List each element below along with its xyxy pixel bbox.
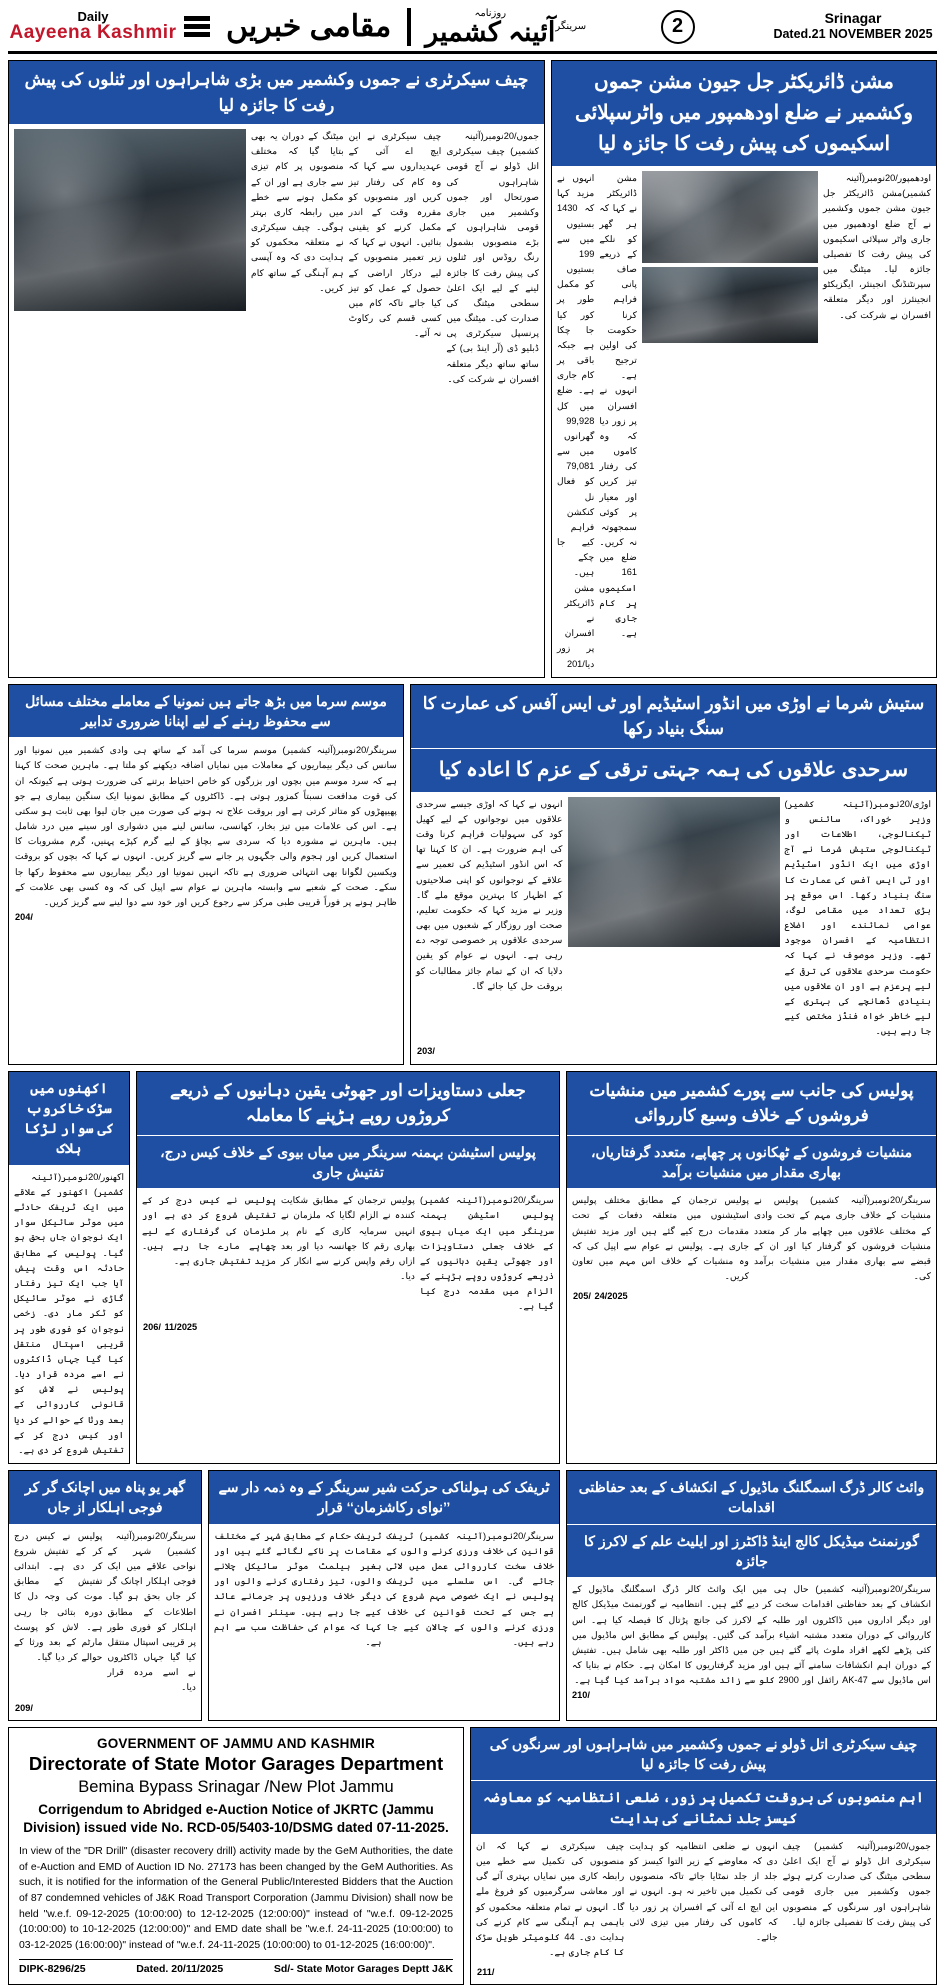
article-body-col-3: سرینگر/20نومبر(آئینہ کشمیر) پولیس اسٹیشن بہمنہ سرینگر میں ایک میاں بیوی کے خلاف جعلی دستاویزات اور جھوٹی یقین دہانیوں کے ذریعے کروڑوں روپے ہڑپنے کے الزام میں مقدمہ درج کیا گیا ہے۔ <box>420 1195 554 1312</box>
decorative-bars-icon <box>184 10 210 44</box>
article-headline: گھر یو پناہ میں اچانک گر کر فوجی اہلکار از جاں <box>9 1471 201 1524</box>
masthead-title: Aayeena Kashmir <box>9 22 177 44</box>
article-body-col-3: اودھمپور/20نومبر(آئینہ کشمیر)مشن ڈائریکٹر جل جیون مشن جموں وکشمیر نے آج ضلع اودھمپور میں جاری واٹر سپلائی اسکیموں کی پیش رفت کا تفصیلی جائزہ لیا۔ میٹنگ میں سپرنٹنڈنگ انجینئر، ایگزیکٹو انجینئرز اور دیگر متعلقہ افسران نے شرکت کی۔ <box>823 173 931 320</box>
article-reference-code: /210 <box>572 1690 590 1701</box>
ad-footer <box>19 1959 453 1975</box>
article-photo-foundation-ceremony <box>568 797 780 947</box>
article-reference-code: /203 <box>417 1046 435 1057</box>
article-body-col-1: پولیس نے کیس درج کر کے تفتیش شروع کر دی ہے۔ ابتدائی تفتیش کے مطابق موت کی وجہ دل کا دورہ بتائی جا رہی ہے۔ لاش کو پوسٹ مارٹم کے بعد ورثا کے حوالے کر دیا گیا۔ <box>14 1530 103 1663</box>
article-photo-meeting <box>14 129 246 311</box>
article-body-col-1: پولیس نے کیس درج کر کے تفتیش شروع کر دی ہے اور ملزمان کی گرفتاری کے لیے چھاپے مارے جا رہے ہیں۔ مزید تفتیش جاری ہے۔ <box>142 1195 276 1266</box>
article-headline-secondary: سرحدی علاقوں کی ہمہ جہتی ترقی کے عزم کا اعادہ کیا <box>411 748 936 792</box>
article-photo-group <box>642 171 818 672</box>
masthead-divider <box>407 8 411 46</box>
ad-directorate-line: Directorate of State Motor Garages Department <box>28 1752 444 1774</box>
article-body-col-2: مشن ڈائریکٹر نے کہا کہ ہر گھر کو نلکے کے ذریعے صاف پانی فراہم کرنا حکومت کی اولین ترجیح ہے۔ انہوں نے افسران پر زور دیا کہ وہ کاموں کی رفتار تیز کریں اور معیار پر کوئی سمجھوتہ نہ کریں۔ ضلع میں 161 اسکیموں پر کام جاری ہے۔ <box>599 173 637 639</box>
article-body-col-1: ٹریفک حکام کے مطابق شہر کے مختلف مقامات پر ناکے لگائے گئے ہیں اور بغیر ہیلمٹ موٹر سائیکل چلانے والوں، تیز رفتاری کرنے والوں اور دیگر خلاف ورزیوں پر جرمانے عائد کیے جا رہے ہیں۔ سینئر افسران نے کہا کہ عوام کی حفاظت سب سے اہم ہے۔ <box>214 1530 382 1647</box>
article-body-col-2: سرینگر/20نومبر(آئینہ کشمیر) ٹریفک قوانین کی خلاف ورزی کرنے والوں کے خلاف سخت کارروائی عمل میں لائی جائے گی۔ اس سلسلے میں ٹریفک پولیس نے ایک خصوصی مہم شروع کی ہے جس کے تحت قوانین کی خلاف ورزی کرنے والوں کے چالان کیے جا رہے ہیں۔ <box>386 1530 554 1647</box>
article-body: اکھنور/20نومبر(آئینہ کشمیر) اکھنور کے علاقے میں ایک ٹریفک حادثے میں موٹر سائیکل سوار ایک نوجوان جاں بحق ہو گیا۔ پولیس کے مطابق حادثہ اس وقت پیش آیا جب ایک تیز رفتار گاڑی نے موٹر سائیکل کو ٹکر مار دی۔ زخمی نوجوان کو فوری طور پر قریبی اسپتال منتقل کیا گیا جہاں ڈاکٹروں نے اسے مردہ قرار دیا۔ پولیس نے لاش کو قانونی کارروائی کے بعد ورثا کے حوالے کر دیا اور کیس درج کر کے تفتیش شروع کر دی ہے۔ <box>14 1171 124 1455</box>
article-headline-primary: چیف سیکرٹری اتل ڈولو نے جموں وکشمیر میں شاہراہوں اور سرنگوں کی پیش رفت کا جائزہ لیا <box>471 1728 936 1781</box>
article-reference-code: /209 <box>15 1702 33 1713</box>
masthead-daily-label: Daily <box>77 8 109 24</box>
article-headline: موسم سرما میں بڑھ جاتے ہیں نمونیا کے معاملے مختلف مسائل سے محفوظ رہنے کے لیے اپنانا ضروری تدابیر <box>9 685 403 738</box>
article-reference-code: 24/2025 /205 <box>573 1291 628 1302</box>
article-headline-primary: وائٹ کالر ڈرگ اسمگلنگ ماڈیول کے انکشاف کے بعد حفاظتی اقدامات <box>567 1471 936 1524</box>
masthead-urdu-title-block <box>417 8 563 46</box>
masthead-dateline <box>769 10 937 43</box>
article-body-col-left: انہوں نے کہا کہ اوڑی جیسے سرحدی علاقوں میں نوجوانوں کے لیے کھیل کود کی سہولیات فراہم کرنا وقت کی اہم ضرورت ہے۔ ان کا کہنا تھا کہ اس انڈور اسٹیڈیم کی تعمیر سے علاقے کے نوجوانوں کو اپنی صلاحیتوں کے اظہار کا بہترین موقع ملے گا۔ وزیر نے مزید کہا کہ حکومت تعلیم، صحت اور روزگار کے شعبوں میں بھی سرحدی علاقوں پر خصوصی توجہ دے رہی ہے۔ انہوں نے عوام کو یقین دلایا کہ ان کے تمام جائز مطالبات کو بروقت حل کیا جائے گا۔ <box>416 798 563 991</box>
ad-corrigendum-line: Corrigendum to Abridged e-Auction Notice of JKRTC (Jammu Division) issued vide No. RCD-05/5403-10/DSMG dated 07-11-2025. <box>23 1801 449 1835</box>
article-body-col-3: جموں/20نومبر(آئینہ کشمیر) چیف سیکرٹری اتل ڈولو نے آج قومی شاہراہوں کی صورتحال اور جموں وکشمیر میں جاری قومی شاہراہوں کے بڑے منصوبوں بشمول رنگ روڈس اور ٹنلوں کی پیش رفت کا جائزہ لینے کے لیے ایک اعلیٰ سطحی میٹنگ کی صدارت کی۔ میٹنگ میں پرنسپل سیکرٹری پی ڈبلیو ڈی (آر اینڈ بی) کے ساتھ ساتھ دیگر متعلقہ افسران نے شرکت کی۔ <box>446 131 540 384</box>
article-headline-secondary: منشیات فروشوں کے ٹھکانوں پر چھاپے، متعدد گرفتاریاں، بھاری مقدار میں منشیات برآمد <box>567 1135 936 1189</box>
article-body-col-1: انہوں نے مزید کہا کہ 1430 بستیوں میں سے 199 بستیوں کو مکمل طور پر کور کیا جا چکا ہے جبکہ باقی پر کام جاری ہے۔ ضلع میں کل 99,928 گھرانوں میں سے 79,081 کو فعال نل کنکشن فراہم کیے جا چکے ہیں۔ مشن ڈائریکٹر نے افسران پر زور دیا/201 <box>557 173 595 669</box>
masthead-urdu-title: آئینہ کشمیر <box>425 16 556 47</box>
article-body-col-2: سرینگر/20نومبر(آئینہ کشمیر) شہر کے نواحی علاقے میں ایک فوجی اہلکار اچانک گر کر جاں بحق ہو گیا۔ اطلاعات کے مطابق اہلکار کو فوری طور پر قریبی اسپتال منتقل کیا گیا جہاں ڈاکٹروں نے اسے مردہ قرار دیا۔ <box>107 1530 196 1693</box>
article-body: سرینگر/20نومبر(آئینہ کشمیر) موسم سرما کی آمد کے ساتھ ہی وادی کشمیر میں نمونیا اور سانس کی دیگر بیماریوں کے معاملات میں نمایاں اضافہ دیکھنے کو ملتا ہے۔ ماہرین صحت کا کہنا ہے کہ سرد موسم میں بچوں اور بزرگوں کو خاص احتیاط برتنے کی ضرورت ہوتی ہے کیونکہ ان کی قوت مدافعت نسبتاً کمزور ہوتی ہے۔ ڈاکٹروں کے مطابق نمونیا ایک سنگین بیماری ہے جو پھیپھڑوں کو متاثر کرتی ہے اور بروقت علاج نہ ہونے کی صورت میں جان لیوا بھی ثابت ہو سکتی ہے۔ اس کی علامات میں تیز بخار، کھانسی، سانس لینے میں دشواری اور سینے میں درد شامل ہیں۔ ماہرین نے مشورہ دیا کہ سردی سے بچاؤ کے لیے گرم کپڑے پہنیں، گرم مشروبات کا استعمال کریں اور ہجوم والی جگہوں پر جانے سے گریز کریں۔ انہوں نے کہا کہ بچوں کو بروقت ویکسین لگوانا بھی انتہائی ضروری ہے تاکہ انہیں نمونیا اور دیگر بیماریوں سے محفوظ رکھا جا سکے۔ صحت کے شعبے سے وابستہ ماہرین نے عوام سے اپیل کی کہ وہ کسی بھی علامت کے ظاہر ہونے پر فوراً قریبی طبی مرکز سے رجوع کریں اور خود سے دوا لینے سے گریز کریں۔ <box>15 745 397 907</box>
article-headline-secondary: گورنمنٹ میڈیکل کالج اینڈ ڈاکٹرز اور ایلیٹ علم کے لاکرز کا جائزہ <box>567 1524 936 1578</box>
article-body-col-2: پولیس ترجمان کے مطابق شکایت کنندہ نے الزام لگایا کہ ملزمان نے انہیں سرمایہ کاری کے نام پر بھاری رقم کا جھانسہ دیا اور بعد ازاں رقم واپس کرنے سے انکار کر دیا۔ <box>281 1195 415 1282</box>
page-number: 2 <box>661 10 695 44</box>
masthead-urdu-section: مقامی خبریں <box>226 10 392 43</box>
article-photo-office-b <box>642 267 818 343</box>
article-white-collar-drug-module <box>566 1470 937 1721</box>
article-body-col-1: میٹنگ کے دوران یہ بھی بتایا گیا کہ مختلف منصوبوں پر کام تیزی سے جاری ہے اور ان کے مکمل ہونے سے خطے میں رابطہ کاری بہتر ہوگی۔ چیف سیکرٹری نے متعلقہ محکموں کو ہدایت دی کہ وہ آپسی ہم آہنگی کے ساتھ کام کریں۔ <box>251 131 344 293</box>
article-headline: چیف سیکرٹری نے جموں وکشمیر میں بڑی شاہراہوں اور ٹنلوں کی پیش رفت کا جائزہ لیا <box>9 61 544 124</box>
article-body-col-2: چیف سیکرٹری نے این ایچ اے آئی کے عہدیداروں سے کہا کہ وہ کام کی رفتار تیز کریں اور منصوبوں کو مقررہ وقت کے اندر مکمل کرنے کو یقینی بنائیں۔ انہوں نے کہا کہ زیر تعمیر منصوبوں کے لیے درکار اراضی کے حصول کے عمل کو تیز کیا جائے تاکہ کام میں کسی قسم کی رکاوٹ نہ آئے۔ <box>348 131 442 339</box>
article-body-col-2: انہوں نے ضلعی انتظامیہ کو ہدایت دی کہ معاوضے کے زیر التوا کیسز کو جلد از جلد نمٹایا جائے تاکہ منصوبوں کی تکمیل میں تاخیر نہ ہو۔ انہوں نے این ایچ اے آئی کے افسران پر زور دیا کہ کاموں کی رفتار میں تیزی لائی جائے۔ <box>629 1840 778 1942</box>
row-3 <box>8 1071 937 1464</box>
article-headline-primary: ستیش شرما نے اوڑی میں انڈور اسٹیڈیم اور ٹی ایس آفس کی عمارت کا سنگ بنیاد رکھا <box>411 685 936 748</box>
article-body-col-right: اوڑی/20نومبر(آئینہ کشمیر) وزیر خوراک، سائنس و ٹیکنالوجی، اطلاعات اور ٹیکنالوجی ستیش شرما نے آج اوڑی میں ایک انڈور اسٹیڈیم اور ٹی ایس آفس کی عمارت کا سنگ بنیاد رکھا۔ اس موقع پر بڑی تعداد میں مقامی لوگ، عوامی نمائندے اور اضلاع انتظامیہ کے افسران موجود تھے۔ وزیر موصوف نے کہا کہ حکومت سرحدی علاقوں کی ترقی کے لیے پرعزم ہے اور ان علاقوں میں بنیادی ڈھانچے کی بہتری کے لیے خاطر خواہ فنڈز مختص کیے جا رہے ہیں۔ <box>784 798 931 1037</box>
ad-dated: Dated. 20/11/2025 <box>136 1963 224 1976</box>
article-headline-primary: پولیس کی جانب سے پورے کشمیر میں منشیات فروشوں کے خلاف وسیع کارروائی <box>567 1072 936 1135</box>
ad-signature: Sd/- State Motor Garages Deptt J&K <box>273 1963 453 1976</box>
masthead-logo <box>8 10 178 44</box>
article-pneumonia-winter <box>8 684 404 1065</box>
masthead-city: Srinagar <box>824 9 882 26</box>
row-1 <box>8 60 937 678</box>
row-5 <box>8 1727 937 1985</box>
article-headline: ٹریفک کی ہولناکی حرکت شیر سرینگر کے وہ ذمہ دار سے ’’نوای رکاشزمان‘‘ قرار <box>209 1471 559 1524</box>
article-body-col-3: جموں/20نومبر(آئینہ کشمیر) چیف سیکرٹری اتل ڈولو نے آج ایک اعلیٰ سطحی میٹنگ کی صدارت کرتے ہوئے جموں وکشمیر میں جاری قومی شاہراہوں اور سرنگوں کے منصوبوں کی پیش رفت کا تفصیلی جائزہ لیا۔ <box>782 1840 931 1927</box>
masthead-urdu-city: سرینگر <box>555 21 587 32</box>
article-akhnoor-accident <box>8 1071 130 1464</box>
masthead <box>8 6 937 54</box>
article-body-col-1: چیف سیکرٹری نے کہا کہ ان منصوبوں کی تکمیل سے خطے میں رابطہ کاری میں نمایاں بہتری آئے گی اور معاشی سرگرمیوں کو فروغ ملے گا۔ انہوں نے تمام متعلقہ محکموں کو باہمی ہم آہنگی سے کام کرنے کی ہدایت دی۔ 44 کلومیٹر طویل سڑک کا کام جاری ہے۔ <box>476 1840 625 1958</box>
ad-dipk-number: DIPK-8296/25 <box>19 1963 86 1976</box>
article-chief-secretary-highways <box>8 60 545 678</box>
article-body-col-1: پولیس ترجمان کے مطابق مختلف پولیس اسٹیشنوں میں متعلقہ دفعات کے تحت مقدمات درج کیے گئے ہیں اور مزید تفتیش جاری ہے۔ پولیس نے عوام سے اپیل کی کہ وہ منشیات کے خلاف اس مہم میں تعاون کریں۔ <box>572 1195 749 1282</box>
ad-government-line: GOVERNMENT OF JAMMU AND KASHMIR <box>97 1735 375 1751</box>
article-uri-indoor-stadium <box>410 684 937 1065</box>
article-headline-secondary: اہم منصوبوں کی بروقت تکمیل پر زور، ضلعی انتظامیہ کو معاوضہ کیسز جلد نمٹانے کی ہدایت <box>471 1780 936 1834</box>
article-reference-code: /204 <box>15 912 33 923</box>
article-photo-office-a <box>642 171 818 263</box>
article-fake-documents-fraud <box>136 1071 560 1464</box>
article-headline: اکھنوں میں سڑک خاکروب کی سوار لڑکا ہلاک <box>9 1072 129 1165</box>
government-tender-advertisement <box>8 1727 464 1985</box>
article-soldier-collapse <box>8 1470 202 1721</box>
article-body-col-2: سرینگر/20نومبر(آئینہ کشمیر) پولیس نے منشیات کے خلاف جاری مہم کے تحت وادی کے مختلف علاقوں میں چھاپے مار کر متعدد منشیات فروشوں کو گرفتار کیا اور ان کے قبضے سے بھاری مقدار میں منشیات برآمد کی۔ <box>754 1195 931 1282</box>
article-drug-crackdown <box>566 1071 937 1464</box>
article-jal-jeevan-mission <box>551 60 937 678</box>
article-headline-secondary: پولیس اسٹیشن بہمنہ سرینگر میں میاں بیوی کے خلاف کیس درج، تفتیش جاری <box>137 1135 559 1189</box>
article-headline: مشن ڈائریکٹر جل جیون مشن جموں وکشمیر نے ضلع اودھمپور میں واٹرسپلائی اسکیموں کی پیش رفت کا جائزہ لیا <box>552 61 936 166</box>
article-traffic-enforcement <box>208 1470 560 1721</box>
article-headline-primary: جعلی دستاویزات اور جھوٹی یقین دہانیوں کے ذریعے کروڑوں روپے ہڑپنے کا معاملہ <box>137 1072 559 1135</box>
row-2 <box>8 684 937 1065</box>
masthead-urdu-top-small: روزنامہ <box>474 7 507 19</box>
ad-body-text: In view of the "DR Drill" (disaster recovery drill) activity made by the GeM Authorities, the date of e-Auction and EMD of Auction ID No. 27173 has been changed by the GeM Authorities. As such, it is notified for the information of the General Public/Interested Bidders that the Auction of 87 condemned vehicles of J&K Road Transport Corporation (Jammu Division) shall now be held "w.e.f. 09-12-2025 (10:00:00) to 12-12-2025 (12:00:00)" instead of "w.e.f. 09-12-2025 (10:00:00) to 10-12-2025 (12:00:00)" and EMD date shall be "w.e.f. 24-11-2025 (10:00:00) to 03-12-2025 (16:00:00)" instead of "w.e.f. 24-11-2025 (10:00:00) to 01-12-2025 (16:00:00)". <box>19 1846 453 1951</box>
article-reference-code: /211 <box>477 1967 495 1978</box>
row-4 <box>8 1470 937 1721</box>
article-chief-secretary-tunnels <box>470 1727 937 1985</box>
ad-address-line: Bemina Bypass Srinagar /New Plot Jammu <box>78 1777 394 1796</box>
article-body: سرینگر/20نومبر(آئینہ کشمیر) حال ہی میں ایک وائٹ کالر ڈرگ اسمگلنگ ماڈیول کے انکشاف کے بعد حفاظتی اقدامات سخت کر دیے گئے ہیں۔ انتظامیہ نے گورنمنٹ میڈیکل کالج اور دیگر اداروں میں ڈاکٹروں اور طلبہ کے لاکرز کی جانچ پڑتال کا فیصلہ کیا ہے۔ اس کارروائی کے دوران متعدد مشتبہ اشیاء برآمد کی گئیں۔ پولیس کے مطابق اس ماڈیول میں کئی پڑھے لکھے افراد ملوث پائے گئے ہیں جن میں ڈاکٹر اور طلبہ بھی شامل ہیں۔ تفتیش کے دوران اہم انکشافات سامنے آئے ہیں اور مزید گرفتاریوں کا امکان ہے۔ حکام نے بتایا کہ اس ماڈیول سے AK-47 رائفل اور 2900 کلو سے زائد مشتبہ مواد برآمد کیا گیا ہے۔ <box>572 1584 931 1686</box>
masthead-date: Dated.21 NOVEMBER 2025 <box>773 27 933 42</box>
article-reference-code: 11/2025 /206 <box>143 1321 198 1332</box>
